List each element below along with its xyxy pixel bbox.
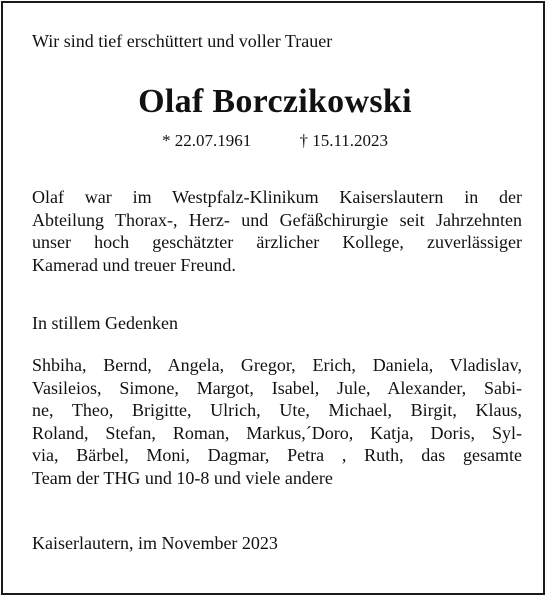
place-date (32, 532, 522, 555)
tribute-line: Kamerad und treuer Freund. (32, 254, 236, 275)
remembrance-text (32, 312, 522, 335)
death-date: † 15.11.2023 (299, 131, 389, 150)
deceased-name: Olaf Borczikowski (138, 83, 412, 120)
tribute-paragraph (32, 186, 522, 276)
tribute-line: unser hoch geschätzter ärzlicher Kollege, zuverlässiger (32, 232, 522, 252)
life-dates (0, 130, 550, 152)
signatories-line: Vasileios, Simone, Margot, Isabel, Jule, Alexander, Sabi- (32, 377, 522, 398)
signatories-line: ne, Theo, Brigitte, Ulrich, Ute, Michael, Birgit, Klaus, (32, 400, 522, 420)
signatories-line: Shbiha, Bernd, Angela, Gregor, Erich, Daniela, Vladislav, (32, 355, 522, 375)
place-date-line: Kaiserlautern, im November 2023 (32, 533, 278, 553)
signatories-line: via, Bärbel, Moni, Dagmar, Petra , Ruth, das gesamte (32, 445, 522, 465)
intro-text: Wir sind tief erschüttert und voller Trauer (32, 31, 333, 51)
birth-date: * 22.07.1961 (161, 131, 252, 150)
tribute-line: Olaf war im Westpfalz-Klinikum Kaiserslautern in der (32, 187, 522, 207)
signatories-line: Team der THG und 10-8 und viele andere (32, 467, 333, 488)
remembrance-line: In stillem Gedenken (32, 313, 178, 333)
signatories-paragraph (32, 354, 522, 489)
tribute-line: Abteilung Thorax-, Herz- und Gefäßchirurgie seit Jahrzehnten (32, 209, 522, 230)
signatories-line: Roland, Stefan, Roman, Markus,´Doro, Katja, Doris, Syl- (32, 422, 522, 443)
